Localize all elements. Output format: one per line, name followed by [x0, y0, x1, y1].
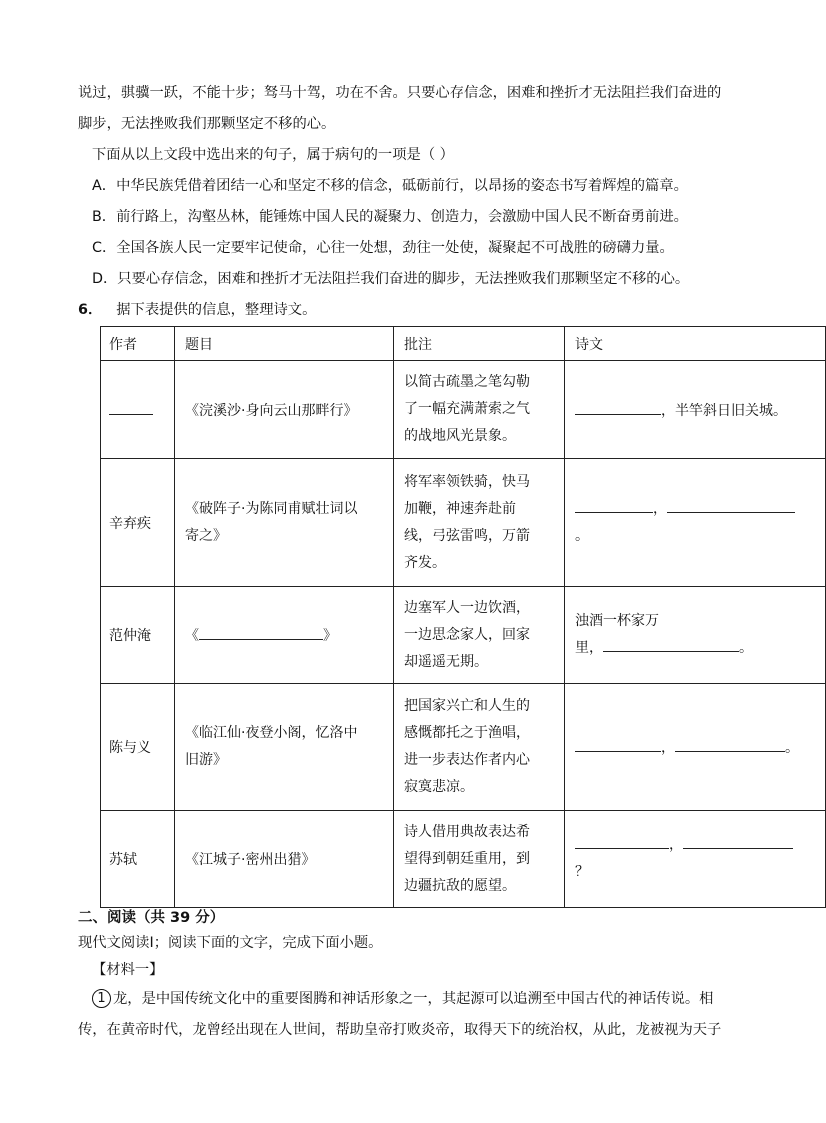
note-line: 感慨都托之于渔唱，	[404, 725, 530, 741]
option-d[interactable]: D．只要心存信念，困难和挫折才无法阻拦我们奋进的脚步，无法挫败我们那颗坚定不移的心。	[92, 271, 690, 287]
option-a[interactable]: A．中华民族凭借着团结一心和坚定不移的信念，砥砺前行，以昂扬的姿态书写着辉煌的篇章。	[92, 178, 688, 194]
poem-blank[interactable]	[603, 637, 739, 652]
poem-end-mark: 。	[785, 740, 799, 756]
poem-text: ，半竿斜日旧关城。	[661, 402, 787, 419]
note-line: 的战地风光景象。	[404, 428, 516, 444]
table-row	[101, 684, 826, 811]
author-cell[interactable]	[101, 361, 175, 459]
poem-separator: ，	[669, 837, 683, 853]
option-b[interactable]: B．前行路上，沟壑丛林，能锤炼中国人民的凝聚力、创造力，会激励中国人民不断奋勇前进。	[92, 209, 688, 225]
table-row	[101, 811, 826, 908]
poem-cell	[565, 684, 826, 811]
paragraph-1-cont: 传，在黄帝时代，龙曾经出现在人世间，帮助皇帝打败炎帝，取得天下的统治权，从此，龙被视为天子	[78, 1022, 722, 1038]
note-line: 把国家兴亡和人生的	[404, 698, 530, 714]
poem-separator: ，	[653, 500, 667, 517]
title-cell	[175, 459, 394, 587]
note-line: 齐发。	[404, 554, 446, 571]
title-cell	[175, 684, 394, 811]
poem-text: 里，	[575, 640, 603, 656]
poem-blank[interactable]	[575, 834, 669, 849]
note-line: 边疆抗敌的愿望。	[404, 877, 516, 894]
title-bracket-close: 》	[323, 628, 337, 644]
author-cell: 陈与义	[101, 684, 175, 811]
poem-blank[interactable]	[575, 737, 661, 752]
poem-table	[100, 326, 826, 908]
note-line: 进一步表达作者内心	[404, 752, 530, 768]
author-cell: 辛弃疾	[101, 459, 175, 587]
question-stem: 下面从以上文段中选出来的句子，属于病句的一项是（ ）	[92, 147, 454, 163]
note-line: 将军率领铁骑，快马	[404, 473, 530, 490]
poem-blank[interactable]	[575, 400, 661, 415]
poem-cell	[565, 361, 826, 459]
poem-blank[interactable]	[575, 498, 653, 513]
passage-line: 脚步，无法挫败我们那颗坚定不移的心。	[78, 116, 336, 132]
note-line: 却遥遥无期。	[404, 653, 488, 670]
note-line: 诗人借用典故表达希	[404, 823, 530, 840]
poem-cell	[565, 811, 826, 908]
question-text: 据下表提供的信息，整理诗文。	[116, 302, 317, 318]
question-5-passage	[78, 78, 746, 326]
title-blank[interactable]	[199, 625, 323, 640]
section-instructions: 现代文阅读Ⅰ；阅读下面的文字，完成下面小题。	[78, 935, 383, 951]
poem-blank[interactable]	[675, 737, 785, 752]
title-line: 寄之》	[185, 527, 227, 544]
option-c[interactable]: C．全国各族人民一定要牢记使命，心往一处想，劲往一处使，凝聚起不可战胜的磅礴力量。	[92, 240, 674, 256]
note-cell	[394, 684, 565, 811]
title-line: 《破阵子·为陈同甫赋壮词以	[185, 500, 358, 517]
title-cell: 《浣溪沙·身向云山那畔行》	[175, 361, 394, 459]
title-cell	[175, 587, 394, 684]
header-title: 题目	[175, 327, 394, 361]
title-line: 《临江仙·夜登小阁，忆洛中	[185, 725, 358, 741]
note-cell	[394, 459, 565, 587]
note-line: 寂寞悲凉。	[404, 779, 474, 795]
note-cell	[394, 361, 565, 459]
question-6-stem	[78, 295, 746, 326]
question-number: 6．	[78, 302, 103, 318]
table-row	[101, 587, 826, 684]
poem-end-mark: 。	[739, 640, 753, 656]
poem-blank[interactable]	[683, 834, 793, 849]
author-cell: 苏轼	[101, 811, 175, 908]
paragraph-number-icon: 1	[92, 989, 111, 1008]
section-title: 二、阅读（共 39 分）	[78, 910, 225, 926]
poem-cell	[565, 587, 826, 684]
paragraph-1	[78, 984, 746, 1015]
table-header-row	[101, 327, 826, 361]
title-cell: 《江城子·密州出猎》	[175, 811, 394, 908]
note-line: 加鞭，神速奔赴前	[404, 500, 516, 517]
note-line: 了一幅充满萧索之气	[404, 401, 530, 417]
note-line: 望得到朝廷重用，到	[404, 850, 530, 867]
poem-blank[interactable]	[667, 498, 795, 513]
paragraph-text: 龙，是中国传统文化中的重要图腾和神话形象之一，其起源可以追溯至中国古代的神话传说。相	[113, 991, 714, 1007]
header-author: 作者	[101, 327, 175, 361]
poem-cell	[565, 459, 826, 587]
material-label: 【材料一】	[92, 962, 164, 978]
passage-line: 说过，骐骥一跃，不能十步；驽马十驾，功在不舍。只要心存信念，困难和挫折才无法阻拦我们奋进的	[78, 85, 722, 101]
note-cell	[394, 587, 565, 684]
author-blank[interactable]	[109, 400, 153, 415]
poem-end-mark: ？	[575, 864, 589, 880]
table-row	[101, 459, 826, 587]
note-line: 边塞军人一边饮酒，	[404, 599, 530, 616]
poem-text: 浊酒一杯家万	[575, 613, 659, 629]
header-note: 批注	[394, 327, 565, 361]
note-cell	[394, 811, 565, 908]
note-line: 一边思念家人，回家	[404, 626, 530, 643]
reading-section	[78, 906, 746, 1046]
table-row	[101, 361, 826, 459]
poem-end-mark: 。	[575, 527, 589, 544]
title-bracket-open: 《	[185, 628, 199, 644]
header-poem: 诗文	[565, 327, 826, 361]
note-line: 线，弓弦雷鸣，万箭	[404, 527, 530, 544]
note-line: 以简古疏墨之笔勾勒	[404, 374, 530, 390]
author-cell: 范仲淹	[101, 587, 175, 684]
poem-separator: ，	[661, 740, 675, 756]
title-line: 旧游》	[185, 752, 227, 768]
